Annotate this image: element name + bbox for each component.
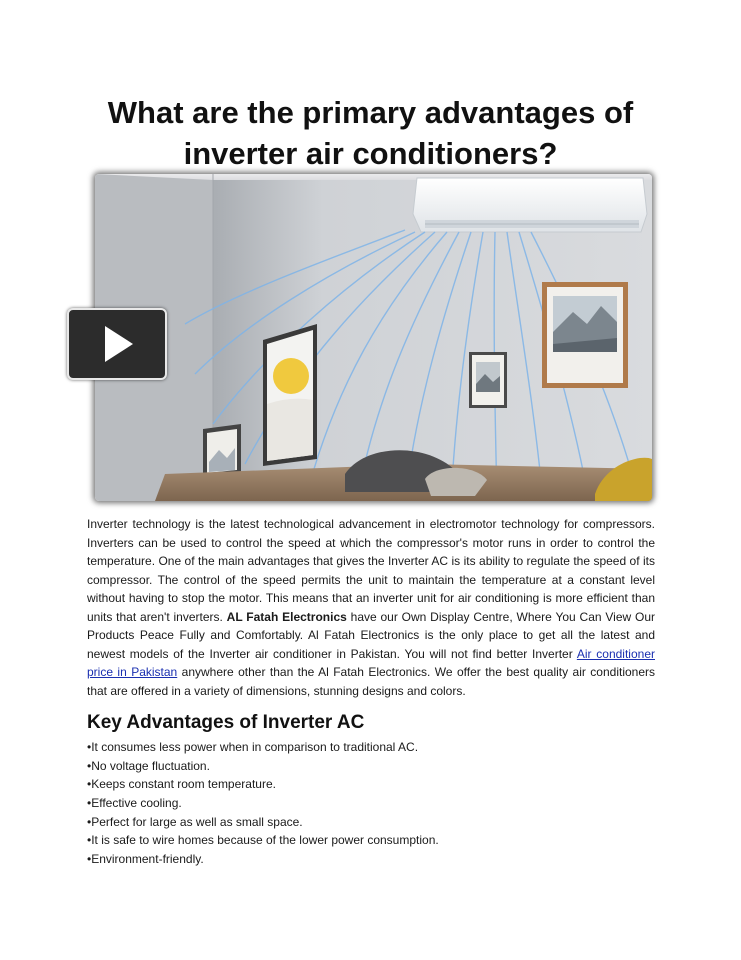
article-paragraph-2: have our Own Display Centre, Where You Can View Our Products Peace Fully and Comfortably. Al Fatah Electronics is the only place to get all the latest and newest models of the Inverter air conditioner in Pakistan. You will not find better Inverter [87, 609, 655, 661]
article-paragraph-3: anywhere other than the Al Fatah Electronics. We offer the best quality air conditioners that are offered in a variety of dimensions, stunning designs and colors. [87, 665, 655, 698]
list-item: •No voltage fluctuation. [87, 758, 210, 773]
article-body [87, 515, 655, 700]
air-conditioner-room-photo [95, 174, 652, 501]
play-icon [95, 322, 139, 366]
list-item: •It is safe to wire homes because of the lower power consumption. [87, 833, 439, 848]
list-item: •Effective cooling. [87, 796, 182, 811]
advantages-heading: Key Advantages of Inverter AC [87, 712, 365, 733]
price-link[interactable]: Air conditioner price in Pakistan [87, 646, 655, 679]
list-item: •Keeps constant room temperature. [87, 777, 276, 792]
ac-unit-graphic [413, 178, 647, 232]
frame-small-left [203, 424, 241, 477]
frame-landscape-right [542, 282, 628, 388]
list-item: •Environment-friendly. [87, 852, 204, 867]
frame-sun [263, 324, 317, 466]
frame-middle [469, 352, 507, 408]
brand-name: AL Fatah Electronics [226, 609, 347, 624]
advantages-list [87, 738, 439, 869]
list-item: •It consumes less power when in comparison to traditional AC. [87, 740, 419, 754]
page-title: What are the primary advantages of inverter air conditioners? [107, 95, 634, 171]
hero-image[interactable] [95, 174, 652, 501]
list-item: •Perfect for large as well as small space. [87, 814, 303, 829]
article-paragraph-1: Inverter technology is the latest technological advancement in electromotor technology for compressors. Inverters can be used to control the speed at which the compressor's motor runs in order to control the temperature. One of the main advantages that gives the Inverter AC is its ability to regulate the speed of its compressor. The control of the speed permits the unit to maintain the temperature at a constant level without having to stop the motor. This means that an inverter unit for air conditioning is more efficient than units that aren't inverters. [87, 517, 655, 624]
play-button[interactable] [67, 308, 167, 380]
